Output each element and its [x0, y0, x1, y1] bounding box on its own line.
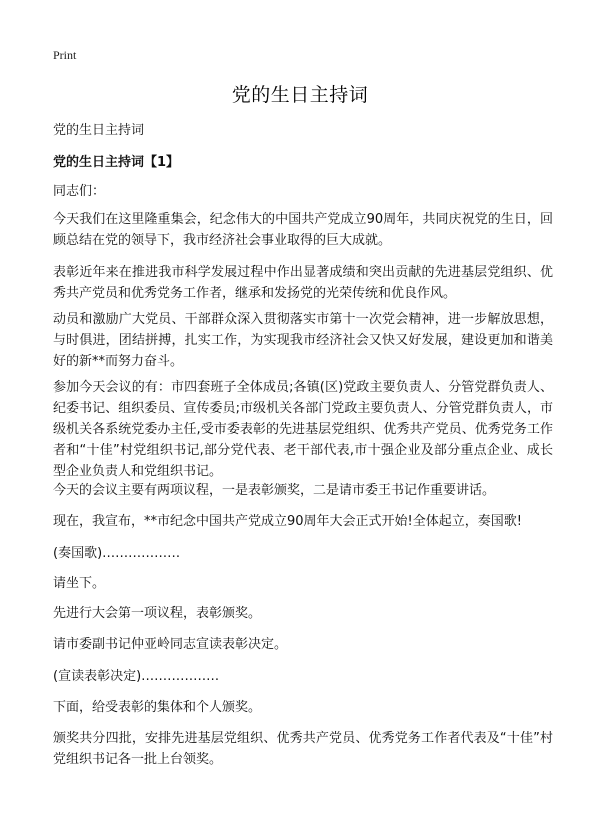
paragraph-mobilization: 动员和激励广大党员、干部群众深入贯彻落实市第十一次党会精神，进一步解放思想，与时俱进，团结拼搏，扎实工作，为实现我市经济社会又快又好发展，建设更加和谐美好的新**而努力奋斗。 — [53, 312, 553, 369]
paragraph-commendation: 表彰近年来在推进我市科学发展过程中作出显著成绩和突出贡献的先进基层党组织、优秀共产党员和优秀党务工作者，继承和发扬党的光荣传统和优良作风。 — [53, 265, 553, 301]
paragraph-anthem: (奏国歌)……………… — [53, 546, 181, 561]
paragraph-first-item: 先进行大会第一项议程，表彰颁奖。 — [53, 606, 262, 621]
paragraph-be-seated: 请坐下。 — [53, 576, 106, 591]
paragraph-read-decision: 请市委副书记仲亚岭同志宣读表彰决定。 — [53, 637, 288, 652]
paragraph-announcement: 现在，我宣布，**市纪念中国共产党成立90周年大会正式开始!全体起立，奏国歌! — [53, 514, 522, 529]
document-subtitle: 党的生日主持词 — [53, 123, 145, 138]
salutation: 同志们： — [53, 184, 106, 199]
paragraph-attendees: 参加今天会议的有：市四套班子全体成员;各镇(区)党政主要负责人、分管党群负责人、纪委书记、组织委员、宣传委员;市级机关各部门党政主要负责人、分管党群负责人，市级机关各系统党委办主任,受市委表彰的先进基层党组织、优秀共产党员、优秀党务工作者和“十佳”村党组织书记,部分党代表、老干部代表,市十强企业及部分重点企业、成长型企业负责人和党组织书记。 — [53, 380, 553, 479]
paragraph-agenda: 今天的会议主要有两项议程，一是表彰颁奖，二是请市委王书记作重要讲话。 — [53, 483, 496, 498]
document-title: 党的生日主持词 — [231, 84, 369, 106]
paragraph-award-intro: 下面，给受表彰的集体和个人颁奖。 — [53, 700, 262, 715]
paragraph-decision-reading: (宣读表彰决定)……………… — [53, 669, 220, 684]
section-heading: 党的生日主持词【1】 — [53, 155, 180, 170]
print-label: Print — [53, 48, 77, 62]
paragraph-award-batches: 颁奖共分四批，安排先进基层党组织、优秀共产党员、优秀党务工作者代表及“十佳”村党组织书记各一批上台领奖。 — [53, 731, 553, 767]
paragraph-opening: 今天我们在这里隆重集会，纪念伟大的中国共产党成立90周年，共同庆祝党的生日，回顾总结在党的领导下，我市经济社会事业取得的巨大成就。 — [53, 212, 553, 248]
